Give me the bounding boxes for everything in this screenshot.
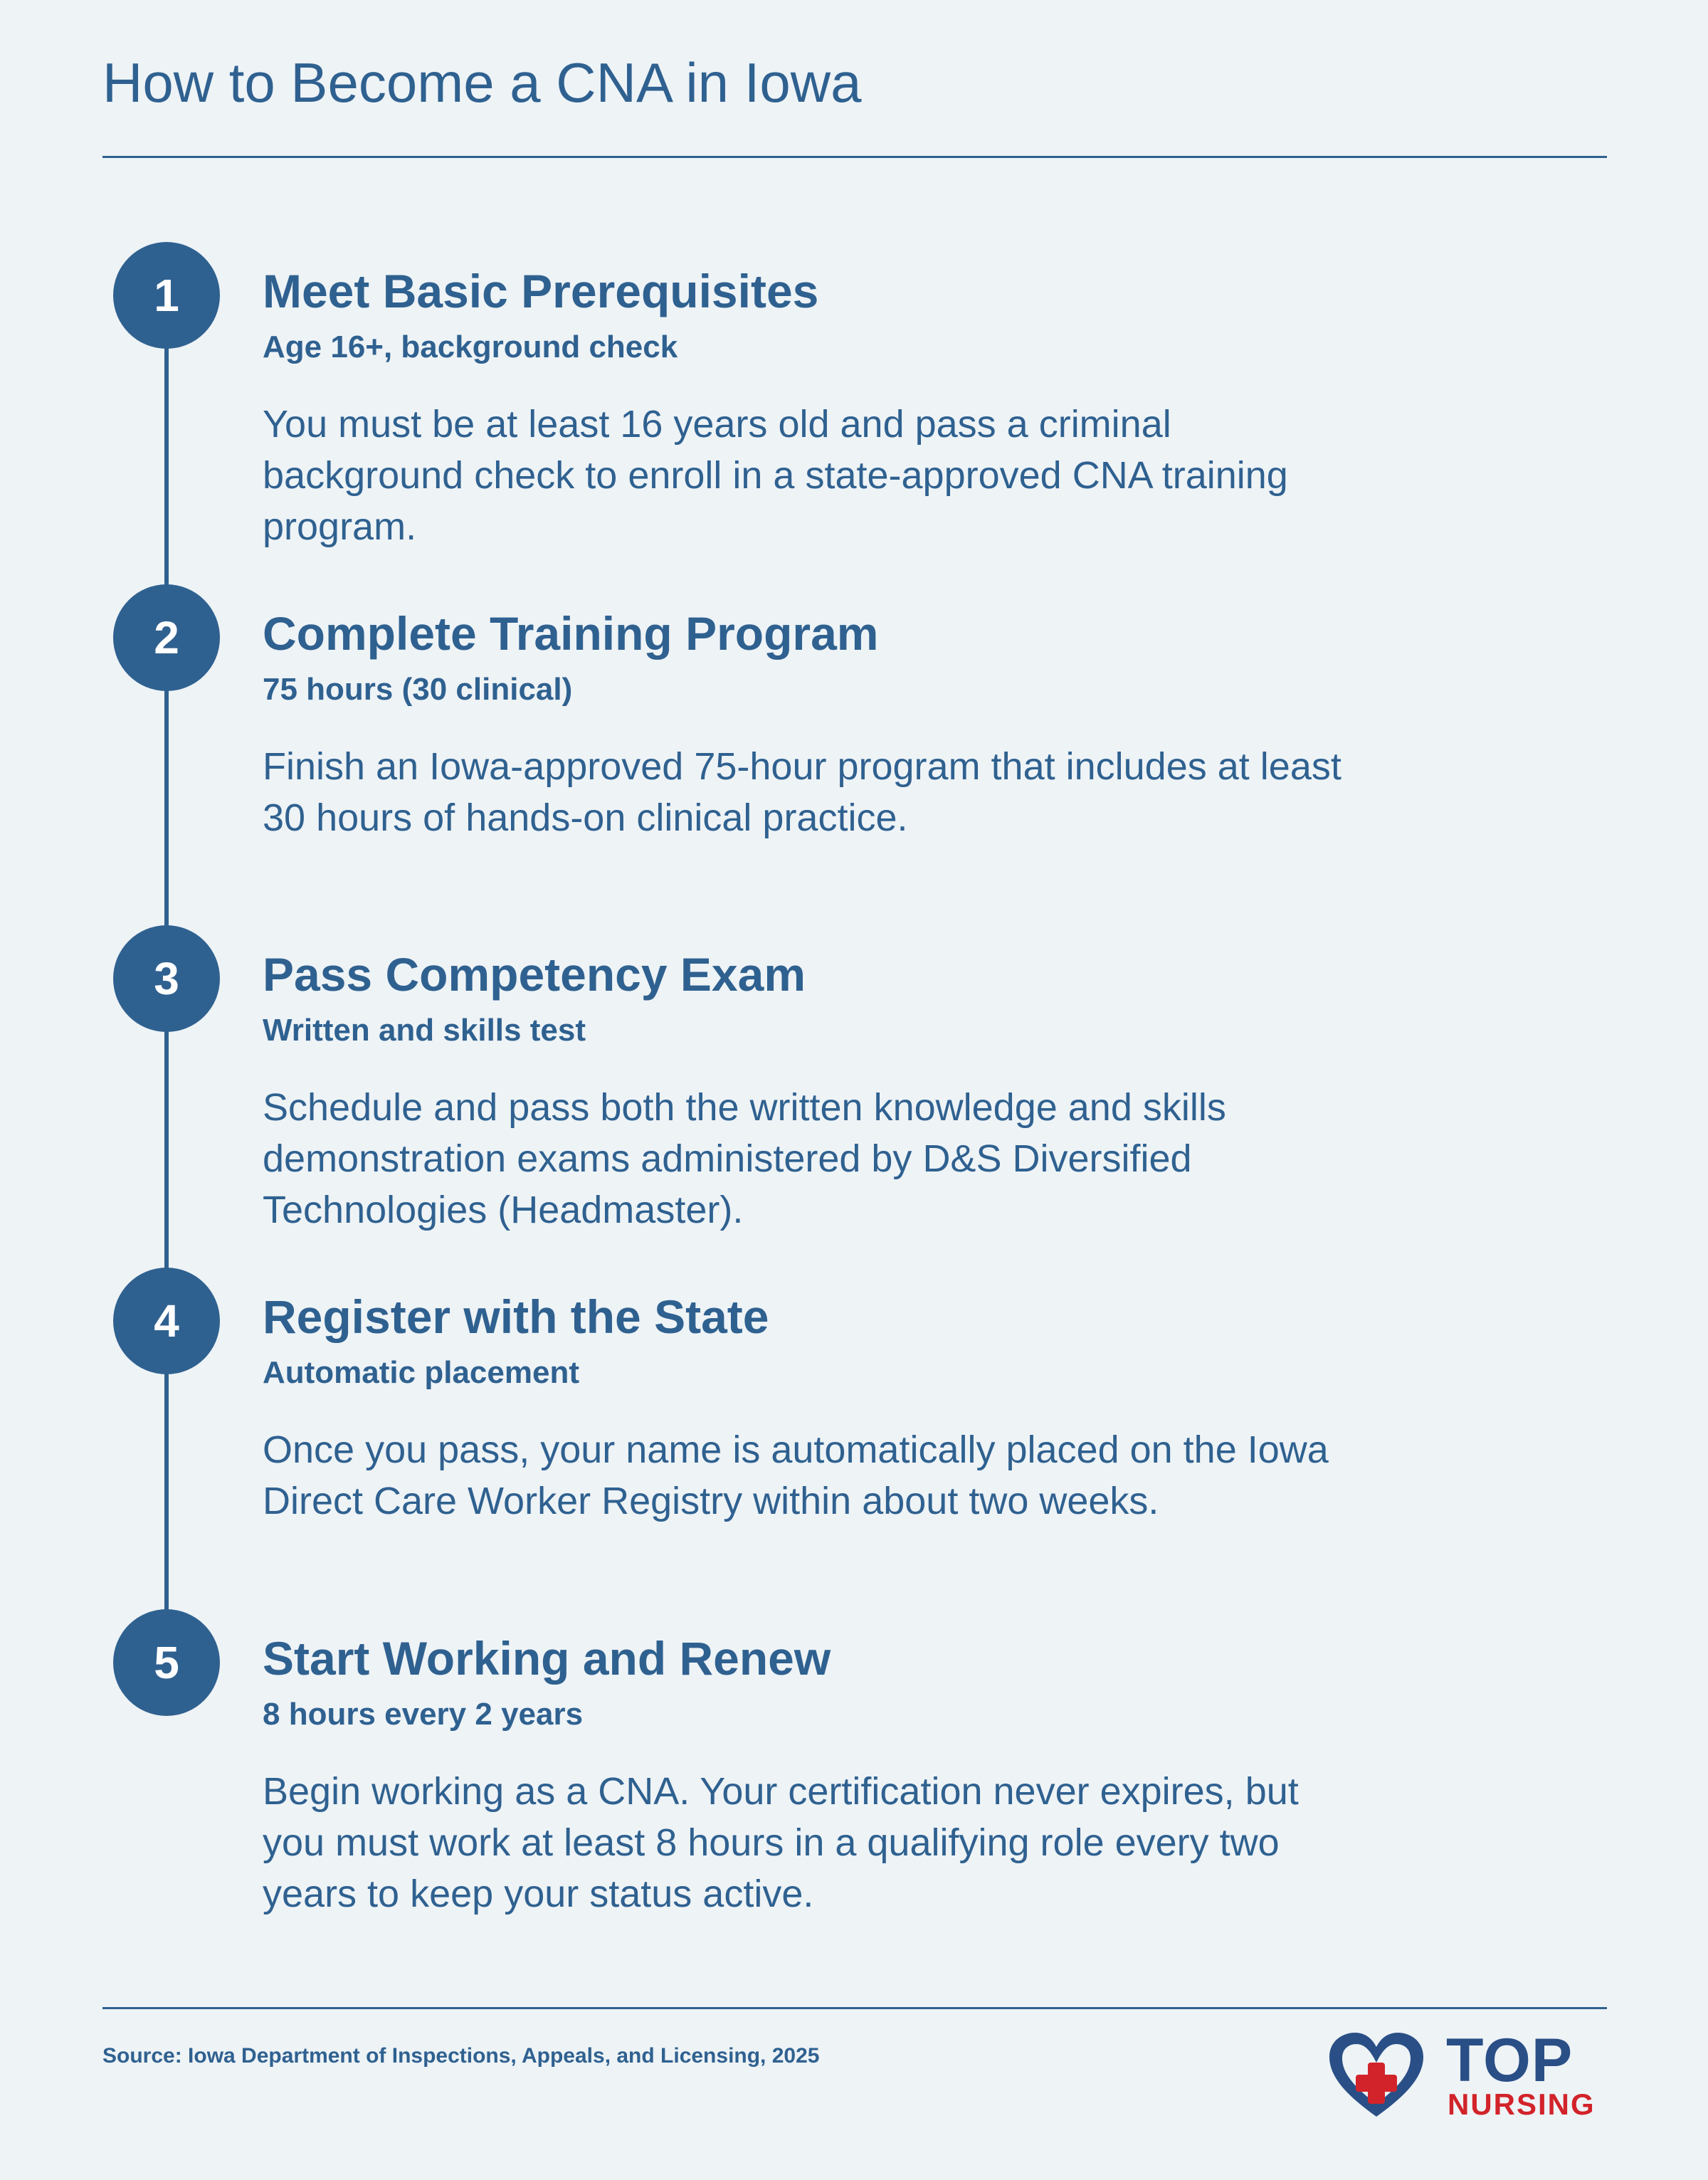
step-number-badge: 1 — [113, 242, 220, 349]
logo-wordmark-top: TOP — [1446, 2026, 1573, 2095]
step-title: Register with the State — [263, 1290, 769, 1343]
step-subtitle: 75 hours (30 clinical) — [263, 672, 573, 707]
step-title: Complete Training Program — [263, 607, 879, 660]
heart-cross-icon — [1325, 2030, 1428, 2122]
step-description: Schedule and pass both the written knowledge and skills demonstration exams administered by D&S Diversified Technologies (Headmaster). — [263, 1086, 1226, 1231]
footer-divider — [102, 2007, 1607, 2009]
step-title: Meet Basic Prerequisites — [263, 265, 819, 317]
step-number-badge: 5 — [113, 1609, 220, 1716]
top-nursing-logo — [1325, 2026, 1610, 2122]
logo-wordmark-nursing: NURSING — [1448, 2087, 1596, 2121]
step-description: Once you pass, your name is automatically placed on the Iowa Direct Care Worker Registry within about two weeks. — [263, 1428, 1329, 1522]
source-citation: Source: Iowa Department of Inspections, Appeals, and Licensing, 2025 — [102, 2044, 820, 2068]
step-title: Pass Competency Exam — [263, 948, 806, 1001]
title-divider — [102, 156, 1607, 158]
step-number-badge: 2 — [113, 584, 220, 691]
step-description: You must be at least 16 years old and pass a criminal background check to enroll in a state-approved CNA training program. — [263, 403, 1288, 548]
step-number-badge: 3 — [113, 925, 220, 1032]
step-title: Start Working and Renew — [263, 1632, 831, 1685]
step-description: Finish an Iowa-approved 75-hour program that includes at least 30 hours of hands-on clinical practice. — [263, 745, 1341, 839]
step-number-badge: 4 — [113, 1268, 220, 1374]
step-subtitle: Written and skills test — [263, 1013, 586, 1048]
page-title: How to Become a CNA in Iowa — [102, 51, 862, 114]
step-subtitle: 8 hours every 2 years — [263, 1697, 584, 1732]
step-subtitle: Age 16+, background check — [263, 330, 678, 364]
step-subtitle: Automatic placement — [263, 1355, 579, 1390]
step-description: Begin working as a CNA. Your certification never expires, but you must work at least 8 hours in a qualifying role every two years to keep your status active. — [263, 1770, 1299, 1915]
